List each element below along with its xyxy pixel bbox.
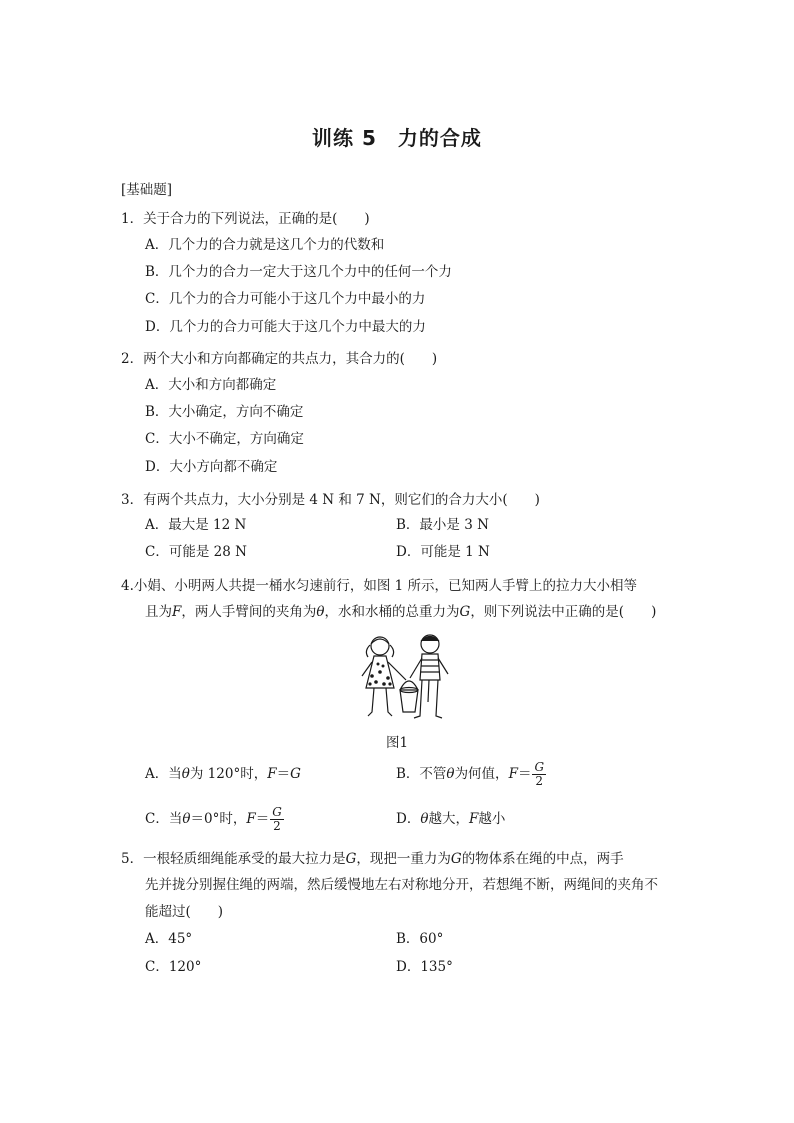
text: C．当 [145, 811, 183, 827]
var-theta: θ [420, 811, 429, 827]
question-1-stem: 1．关于合力的下列说法，正确的是( ) [121, 211, 370, 227]
question-4-option-d [396, 810, 505, 828]
text: 越小 [478, 811, 506, 827]
text: ，两人手臂间的夹角为 [181, 604, 317, 620]
fraction-denominator: 2 [535, 774, 544, 788]
text: ＝ [255, 811, 270, 827]
var-theta: θ [181, 766, 190, 782]
question-1-option-a: A．几个力的合力就是这几个力的代数和 [145, 237, 385, 253]
question-5-option-b: B．60° [396, 931, 444, 947]
question-5-option-c: C．120° [145, 959, 202, 975]
var-G: G [290, 766, 301, 782]
var-theta: θ [182, 811, 191, 827]
text: ，现把一重力为 [356, 851, 451, 867]
question-5-line-1 [121, 850, 624, 868]
text: ＝ [517, 766, 532, 782]
question-4-option-a [145, 765, 301, 783]
question-4-option-b [396, 756, 546, 792]
question-2-option-a: A．大小和方向都确定 [145, 377, 277, 393]
var-theta: θ [446, 766, 455, 782]
text: ＝0°时， [190, 811, 247, 827]
question-2-option-c: C．大小不确定，方向确定 [145, 431, 304, 447]
page-title: 训练 5 力的合成 [312, 126, 482, 150]
question-3-option-b: B．最小是 3 N [396, 517, 489, 533]
question-4-option-c [145, 801, 284, 837]
var-G: G [345, 851, 357, 867]
question-4-line-2 [145, 603, 656, 621]
text: B．不管 [396, 766, 447, 782]
var-G: G [459, 604, 471, 620]
question-2-stem: 2．两个大小和方向都确定的共点力，其合力的( ) [121, 351, 438, 367]
question-1-option-c: C．几个力的合力可能小于这几个力中最小的力 [145, 291, 426, 307]
question-2-option-d: D．大小方向都不确定 [145, 459, 278, 475]
question-2-option-b: B．大小确定，方向不确定 [145, 404, 304, 420]
var-F: F [172, 604, 182, 620]
question-3-stem: 3．有两个共点力，大小分别是 4 N 和 7 N，则它们的合力大小( ) [121, 492, 540, 508]
question-1-option-b: B．几个力的合力一定大于这几个力中的任何一个力 [145, 264, 452, 280]
girl-head-icon [371, 637, 389, 655]
text: A．当 [145, 766, 182, 782]
question-3-option-c: C．可能是 28 N [145, 544, 247, 560]
question-1-option-d: D．几个力的合力可能大于这几个力中最大的力 [145, 319, 426, 335]
figure-caption: 图1 [385, 735, 409, 751]
var-G: G [450, 851, 462, 867]
bucket-icon [400, 681, 418, 712]
text: 的物体系在绳的中点，两手 [461, 851, 624, 867]
question-5-line-2: 先并拢分别握住绳的两端，然后缓慢地左右对称地分开，若想绳不断，两绳间的夹角不 [145, 877, 658, 893]
text: D． [396, 811, 421, 827]
var-F: F [246, 811, 256, 827]
text: 为 120°时， [189, 766, 268, 782]
var-F: F [508, 766, 518, 782]
fraction-numerator: G [534, 760, 545, 774]
text: ，则下列说法中正确的是( ) [470, 604, 657, 620]
fraction-g-over-2 [532, 761, 546, 788]
text: 5．一根轻质细绳能承受的最大拉力是 [121, 851, 346, 867]
text: 为何值， [454, 766, 509, 782]
fraction-numerator: G [272, 805, 282, 819]
text: ＝ [276, 766, 291, 782]
text: 且为 [145, 604, 172, 620]
figure-children-carrying-bucket [350, 632, 462, 722]
text: ，水和水桶的总重力为 [324, 604, 460, 620]
text: 越大， [428, 811, 469, 827]
question-5-option-a: A．45° [145, 931, 193, 947]
question-5-line-3: 能超过( ) [145, 904, 224, 920]
var-F: F [267, 766, 277, 782]
question-3-option-a: A．最大是 12 N [145, 517, 247, 533]
question-4-line-1: 4.小娟、小明两人共提一桶水匀速前行，如图 1 所示，已知两人手臂上的拉力大小相等 [121, 578, 638, 594]
var-theta: θ [316, 604, 325, 620]
var-F: F [468, 811, 479, 827]
question-3-option-d: D．可能是 1 N [396, 544, 490, 560]
section-label: [基础题] [121, 182, 173, 198]
fraction-denominator: 2 [273, 819, 281, 833]
question-5-option-d: D．135° [396, 959, 453, 975]
fraction-g-over-2 [270, 806, 284, 833]
